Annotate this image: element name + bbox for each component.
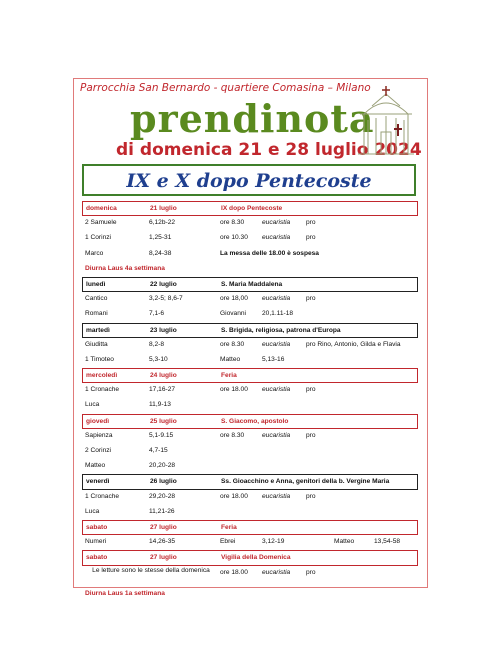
weekly-schedule [82,201,418,602]
day-date: 24 luglio [150,372,177,380]
reading-ref: 7,1-6 [149,310,165,318]
schedule-row [82,459,418,474]
mass-time: ore 18.00 [220,492,248,500]
schedule-row [82,247,418,262]
reading-book: 2 Corinzi [85,447,112,454]
reading-book: 1 Cronache [85,386,120,394]
reading-ref: 3,2-5; 8,6-7 [149,295,183,303]
reading-book: 1 Timoteo [85,355,114,363]
day-name: venerdì [86,478,110,486]
mass-intention: pro Rino, Antonio, Gilda e Flavia [306,340,401,348]
parish-name: Parrocchia San Bernardo - quartiere Comasina – Milano [80,82,371,94]
day-date: 25 luglio [150,417,177,425]
liturgical-title-box [82,164,416,196]
day-event: S. Giacomo, apostolo [221,417,289,425]
day-name: martedì [86,326,110,334]
day-date: 22 luglio [150,280,177,288]
schedule-row [82,505,418,520]
mass-type: eucaristia [262,431,291,439]
day-date: 27 luglio [150,523,177,531]
schedule-row [82,216,418,231]
church-drawing-icon [354,84,418,160]
day-header-domenica [82,201,418,216]
mass-time: ore 8.30 [220,340,245,348]
diurna-laus: Diurna Laus 4a settimana [85,264,165,272]
diurna-laus-row [82,587,418,602]
mass-notice: La messa delle 18.00 è sospesa [220,249,319,257]
gospel-book: Matteo [334,538,355,546]
day-header-martedi [82,323,418,338]
gospel-book: Giovanni [220,310,247,318]
epistle-book: Ebrei [220,538,236,546]
gospel-ref: 5,13-16 [262,355,285,363]
day-event: Vigilia della Domenica [221,554,291,562]
day-header-sabato-vigilia [82,550,418,565]
mass-type: eucaristia [262,295,291,303]
schedule-row [82,444,418,459]
mass-time: ore 18,00 [220,295,248,303]
reading-ref: 11,9-13 [149,401,171,409]
reading-ref: 11,21-26 [149,507,175,515]
diurna-laus-row [82,262,418,277]
mass-time: ore 8.30 [220,431,245,439]
day-name: sabato [86,554,108,562]
mass-intention: pro [306,234,316,242]
reading-ref: 8,2-8 [149,340,165,348]
reading-book: 1 Cronache [85,492,120,500]
schedule-row [82,292,418,307]
epistle-ref: 3,12-19 [262,538,285,546]
mass-type: eucaristia [262,234,291,242]
reading-ref: 4,7-15 [149,447,168,454]
mass-time: ore 18.00 [220,568,248,576]
day-header-lunedi [82,277,418,292]
reading-ref: 5,1-9.15 [149,431,174,439]
schedule-row [82,490,418,505]
day-header-giovedi [82,414,418,429]
gospel-ref: 13,54-58 [374,538,401,546]
day-event: Ss. Gioacchino e Anna, genitori della b. Vergine Maria [221,478,390,486]
reading-book: Sapienza [85,431,113,439]
day-name: sabato [86,523,108,531]
reading-ref: 6,12b-22 [149,219,176,227]
day-event: IX dopo Pentecoste [221,205,283,212]
reading-book: Matteo [85,462,106,470]
day-event: S. Brigida, religiosa, patrona d'Europa [221,326,341,334]
reading-book: Luca [85,507,100,515]
schedule-row [82,338,418,353]
day-event: Feria [221,372,237,380]
reading-ref: 17,16-27 [149,386,176,394]
reading-book: Romani [85,310,108,318]
mass-intention: pro [306,386,316,394]
day-header-sabato [82,520,418,535]
mass-type: eucaristia [262,340,291,348]
day-name: giovedì [86,417,110,425]
gospel-ref: 20,1.11-18 [262,310,294,318]
day-event: S. Maria Maddalena [221,280,283,288]
schedule-row [82,535,418,550]
day-date: 26 luglio [150,478,177,486]
mass-time: ore 18.00 [220,386,248,394]
schedule-row [82,231,418,246]
reading-book: Giuditta [85,340,108,348]
mass-type: eucaristia [262,386,291,394]
day-name: domenica [86,205,117,212]
reading-ref: 1,25-31 [149,234,172,242]
reading-book: Marco [85,249,104,257]
day-header-mercoledi [82,368,418,383]
schedule-row [82,307,418,322]
reading-ref: 8,24-38 [149,249,172,257]
day-event: Feria [221,523,237,531]
mass-intention: pro [306,492,316,500]
day-name: lunedì [86,280,106,288]
reading-ref: 29,20-28 [149,492,176,500]
day-date: 23 luglio [150,326,177,334]
schedule-row [82,398,418,413]
day-date: 27 luglio [150,554,177,562]
reading-ref: 20,20-28 [149,462,176,470]
reading-ref: 5,3-10 [149,355,168,363]
liturgical-title: IX e X dopo Pentecoste [126,170,372,192]
readings-note: Le letture sono le stesse della domenica [92,566,210,574]
reading-book: Cantico [85,295,108,303]
mass-time: ore 10.30 [220,234,248,242]
reading-book: Numeri [85,538,107,546]
schedule-row [82,353,418,368]
reading-ref: 14,26-35 [149,538,176,546]
reading-book: Luca [85,401,100,409]
diurna-laus: Diurna Laus 1a settimana [85,589,165,597]
reading-book: 1 Corinzi [85,234,112,242]
schedule-row [82,429,418,444]
schedule-row [82,383,418,398]
mass-type: eucaristia [262,492,291,500]
mass-time: ore 8.30 [220,219,245,227]
reading-book: 2 Samuele [85,219,117,227]
day-header-venerdi [82,474,418,489]
mass-type: eucaristia [262,568,291,576]
mass-intention: pro [306,431,316,439]
day-name: mercoledì [86,372,118,380]
mass-type: eucaristia [262,219,291,227]
schedule-row [82,566,418,587]
brand-title: prendinota [130,96,375,141]
mass-intention: pro [306,295,316,303]
gospel-book: Matteo [220,355,241,363]
mass-intention: pro [306,219,316,227]
day-date: 21 luglio [150,205,177,212]
mass-intention: pro [306,568,316,576]
dates-subtitle: di domenica 21 e 28 luglio 2024 [116,140,422,160]
